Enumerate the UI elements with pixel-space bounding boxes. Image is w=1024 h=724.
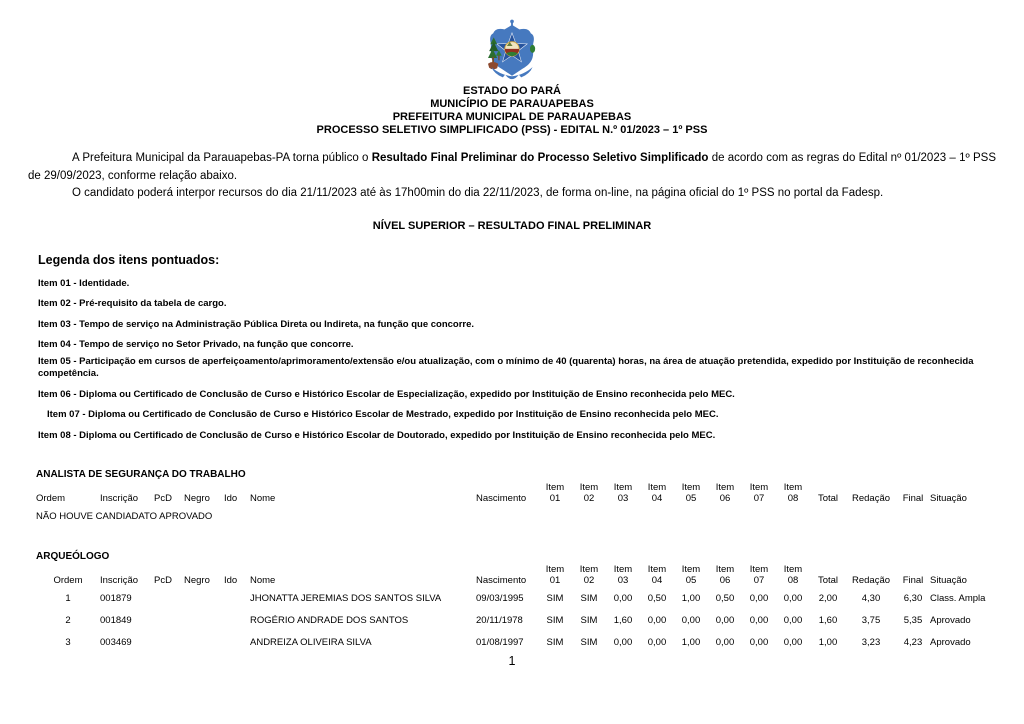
col-header-nascimento: Nascimento bbox=[476, 493, 527, 504]
cell-situacao: Aprovado bbox=[930, 614, 971, 626]
col-header-item-06: 06 bbox=[719, 493, 731, 504]
col-header-ordem: Ordem bbox=[53, 575, 83, 586]
cell-redacao: 3,23 bbox=[861, 636, 881, 648]
table-row bbox=[36, 587, 1002, 609]
cell-situacao: Aprovado bbox=[930, 636, 971, 648]
col-header-item-01: 01 bbox=[549, 575, 561, 586]
table-row bbox=[36, 609, 1002, 631]
cell-item-04: 0,50 bbox=[647, 592, 667, 604]
col-header-item-05: 05 bbox=[685, 575, 697, 586]
cell-ordem: 2 bbox=[65, 614, 71, 626]
col-header-item-02: 02 bbox=[583, 575, 595, 586]
col-header-ordem: Ordem bbox=[36, 493, 66, 504]
cell-ordem: 1 bbox=[65, 592, 71, 604]
item-label: Item bbox=[613, 482, 633, 493]
cell-item-08: 0,00 bbox=[783, 614, 803, 626]
col-header-redacao: Redação bbox=[851, 575, 891, 586]
legend-item-01: Item 01 - Identidade. bbox=[38, 277, 130, 289]
item-label: Item bbox=[579, 564, 599, 575]
col-header-final: Final bbox=[902, 493, 924, 504]
col-header-nome: Nome bbox=[250, 575, 276, 586]
table-section-arqueologo bbox=[36, 551, 996, 653]
cell-pcd bbox=[154, 609, 184, 631]
coat-of-arms-icon bbox=[482, 18, 542, 82]
cell-item-02: SIM bbox=[580, 636, 598, 648]
page-number: 1 bbox=[508, 654, 516, 668]
cell-item-06: 0,50 bbox=[715, 592, 735, 604]
item-label: Item bbox=[681, 564, 701, 575]
cell-total: 2,00 bbox=[818, 592, 838, 604]
item-label: Item bbox=[783, 482, 803, 493]
item-label: Item bbox=[749, 564, 769, 575]
item-label: Item bbox=[715, 564, 735, 575]
cell-item-07: 0,00 bbox=[749, 592, 769, 604]
col-header-item-03: 03 bbox=[617, 575, 629, 586]
cell-item-05: 0,00 bbox=[681, 614, 701, 626]
intro-paragraphs bbox=[28, 150, 996, 203]
column-header-row bbox=[36, 575, 1002, 587]
cell-item-01: SIM bbox=[546, 614, 564, 626]
col-header-situacao: Situação bbox=[930, 493, 967, 504]
col-header-item-05: 05 bbox=[685, 493, 697, 504]
table-row bbox=[36, 631, 1002, 653]
cell-nome: ROGÉRIO ANDRADE DOS SANTOS bbox=[250, 614, 409, 626]
header-line-prefeitura: PREFEITURA MUNICIPAL DE PARAUAPEBAS bbox=[392, 111, 632, 123]
cell-nome: JHONATTA JEREMIAS DOS SANTOS SILVA bbox=[250, 592, 442, 604]
col-header-total: Total bbox=[817, 575, 839, 586]
col-header-item-03: 03 bbox=[617, 493, 629, 504]
item-label: Item bbox=[579, 482, 599, 493]
cell-item-06: 0,00 bbox=[715, 614, 735, 626]
cell-ordem: 3 bbox=[65, 636, 71, 648]
cell-final: 6,30 bbox=[903, 592, 923, 604]
col-header-negro: Negro bbox=[184, 575, 210, 586]
cell-negro bbox=[184, 587, 224, 609]
cell-item-01: SIM bbox=[546, 636, 564, 648]
cell-item-02: SIM bbox=[580, 614, 598, 626]
cell-ido bbox=[224, 587, 250, 609]
col-header-nascimento: Nascimento bbox=[476, 575, 527, 586]
cell-final: 5,35 bbox=[903, 614, 923, 626]
legend-item-06: Item 06 - Diploma ou Certificado de Conclusão de Curso e Histórico Escolar de Especialização, expedido por Instituição de Ensino reconhecida pelo MEC. bbox=[38, 388, 735, 400]
legend-item-02: Item 02 - Pré-requisito da tabela de cargo. bbox=[38, 298, 227, 309]
col-header-ido: Ido bbox=[224, 575, 238, 586]
cell-inscricao: 001879 bbox=[100, 592, 132, 604]
item-label-row bbox=[36, 564, 1002, 575]
item-label: Item bbox=[613, 564, 633, 575]
col-header-pcd: PcD bbox=[154, 575, 172, 586]
cell-item-07: 0,00 bbox=[749, 636, 769, 648]
cell-item-02: SIM bbox=[580, 592, 598, 604]
col-header-final: Final bbox=[902, 575, 924, 586]
legend-item-04: Item 04 - Tempo de serviço no Setor Privado, na função que concorre. bbox=[38, 339, 354, 350]
col-header-item-04: 04 bbox=[651, 575, 663, 586]
legend-section bbox=[38, 253, 996, 443]
item-label-row bbox=[36, 482, 1002, 493]
cell-nome: ANDREIZA OLIVEIRA SILVA bbox=[250, 636, 372, 648]
intro-p1-text-after: de acordo com as regras do Edital nº 01/2023 – 1º PSS de 29/09/2023, conforme relação abaixo. bbox=[28, 152, 996, 182]
item-label: Item bbox=[647, 482, 667, 493]
header-line-municipality: MUNICÍPIO DE PARAUAPEBAS bbox=[430, 98, 594, 110]
cell-nascimento: 20/11/1978 bbox=[476, 614, 523, 626]
no-candidates-message: NÃO HOUVE CANDIADATO APROVADO bbox=[36, 510, 213, 522]
intro-paragraph-2: O candidato poderá interpor recursos do dia 21/11/2023 até às 17h00min do dia 22/11/2023, de forma on-line, na página oficial do 1º PSS no portal da Fadesp. bbox=[72, 187, 884, 199]
col-header-inscricao: Inscrição bbox=[100, 575, 139, 586]
col-header-item-06: 06 bbox=[719, 575, 731, 586]
item-label: Item bbox=[715, 482, 735, 493]
cell-total: 1,00 bbox=[818, 636, 838, 648]
cell-pcd bbox=[154, 587, 184, 609]
legend-title: Legenda dos itens pontuados: bbox=[38, 252, 220, 267]
spacer-cell bbox=[810, 482, 1002, 493]
cell-item-04: 0,00 bbox=[647, 614, 667, 626]
document-header bbox=[28, 18, 996, 137]
cell-redacao: 4,30 bbox=[861, 592, 881, 604]
cell-inscricao: 003469 bbox=[100, 636, 132, 648]
col-header-total: Total bbox=[817, 493, 839, 504]
cell-ido bbox=[224, 631, 250, 653]
results-table-arqueologo bbox=[36, 564, 1002, 653]
cell-item-05: 1,00 bbox=[681, 636, 701, 648]
col-header-nome: Nome bbox=[250, 493, 276, 504]
col-header-item-01: 01 bbox=[549, 493, 561, 504]
cell-inscricao: 001849 bbox=[100, 614, 132, 626]
table-title-analista: ANALISTA DE SEGURANÇA DO TRABALHO bbox=[36, 469, 246, 480]
table-section-analista bbox=[36, 469, 996, 527]
legend-item-05: Item 05 - Participação em cursos de aperfeiçoamento/aprimoramento/extensão e/ou atualização, com o mínimo de 40 (quarenta) horas, na área de atuação pretendida, expedido por Instituição de reconhecida competência. bbox=[38, 355, 974, 379]
no-candidates-row bbox=[36, 505, 1002, 527]
col-header-item-04: 04 bbox=[651, 493, 663, 504]
spacer-cell bbox=[810, 564, 1002, 575]
item-label: Item bbox=[681, 482, 701, 493]
cell-final: 4,23 bbox=[903, 636, 923, 648]
cell-total: 1,60 bbox=[818, 614, 838, 626]
col-header-pcd: PcD bbox=[154, 493, 172, 504]
cell-item-07: 0,00 bbox=[749, 614, 769, 626]
item-label: Item bbox=[647, 564, 667, 575]
item-label: Item bbox=[783, 564, 803, 575]
cell-item-01: SIM bbox=[546, 592, 564, 604]
col-header-item-08: 08 bbox=[787, 493, 799, 504]
intro-p1-text: A Prefeitura Municipal da Parauapebas-PA torna público o bbox=[72, 152, 372, 164]
legend-item-07: Item 07 - Diploma ou Certificado de Conclusão de Curso e Histórico Escolar de Mestrado, expedido por Instituição de Ensino reconhecida pelo MEC. bbox=[47, 409, 719, 420]
column-header-row bbox=[36, 493, 1002, 505]
cell-item-05: 1,00 bbox=[681, 592, 701, 604]
results-table-analista bbox=[36, 482, 1002, 527]
cell-ido bbox=[224, 609, 250, 631]
cell-item-06: 0,00 bbox=[715, 636, 735, 648]
spacer-cell bbox=[36, 564, 538, 575]
cell-item-03: 1,60 bbox=[613, 614, 633, 626]
col-header-item-07: 07 bbox=[753, 493, 765, 504]
intro-paragraph-1 bbox=[28, 150, 996, 185]
legend-item-08: Item 08 - Diploma ou Certificado de Conclusão de Curso e Histórico Escolar de Doutorado, expedido por Instituição de Ensino reconhecida pelo MEC. bbox=[38, 429, 716, 441]
table-title-arqueologo: ARQUEÓLOGO bbox=[36, 551, 110, 562]
header-line-edital: PROCESSO SELETIVO SIMPLIFICADO (PSS) - EDITAL N.º 01/2023 – 1º PSS bbox=[316, 124, 708, 136]
cell-redacao: 3,75 bbox=[861, 614, 881, 626]
cell-item-08: 0,00 bbox=[783, 636, 803, 648]
col-header-situacao: Situação bbox=[930, 575, 967, 586]
header-line-state: ESTADO DO PARÁ bbox=[463, 85, 561, 97]
col-header-item-07: 07 bbox=[753, 575, 765, 586]
col-header-ido: Ido bbox=[224, 493, 238, 504]
col-header-redacao: Redação bbox=[851, 493, 891, 504]
item-label: Item bbox=[545, 564, 565, 575]
intro-p1-bold-text: Resultado Final Preliminar do Processo Seletivo Simplificado bbox=[371, 152, 709, 164]
cell-situacao: Class. Ampla bbox=[930, 592, 986, 604]
cell-negro bbox=[184, 631, 224, 653]
item-label: Item bbox=[749, 482, 769, 493]
cell-pcd bbox=[154, 631, 184, 653]
legend-item-03: Item 03 - Tempo de serviço na Administração Pública Direta ou Indireta, na função que concorre. bbox=[38, 318, 475, 330]
col-header-item-08: 08 bbox=[787, 575, 799, 586]
section-title: NÍVEL SUPERIOR – RESULTADO FINAL PRELIMINAR bbox=[372, 219, 652, 232]
col-header-item-02: 02 bbox=[583, 493, 595, 504]
cell-item-08: 0,00 bbox=[783, 592, 803, 604]
cell-item-03: 0,00 bbox=[613, 592, 633, 604]
spacer-cell bbox=[36, 482, 538, 493]
col-header-inscricao: Inscrição bbox=[100, 493, 139, 504]
cell-item-03: 0,00 bbox=[613, 636, 633, 648]
cell-nascimento: 09/03/1995 bbox=[476, 592, 524, 604]
cell-negro bbox=[184, 609, 224, 631]
item-label: Item bbox=[545, 482, 565, 493]
cell-nascimento: 01/08/1997 bbox=[476, 636, 524, 648]
cell-item-04: 0,00 bbox=[647, 636, 667, 648]
col-header-negro: Negro bbox=[184, 493, 210, 504]
